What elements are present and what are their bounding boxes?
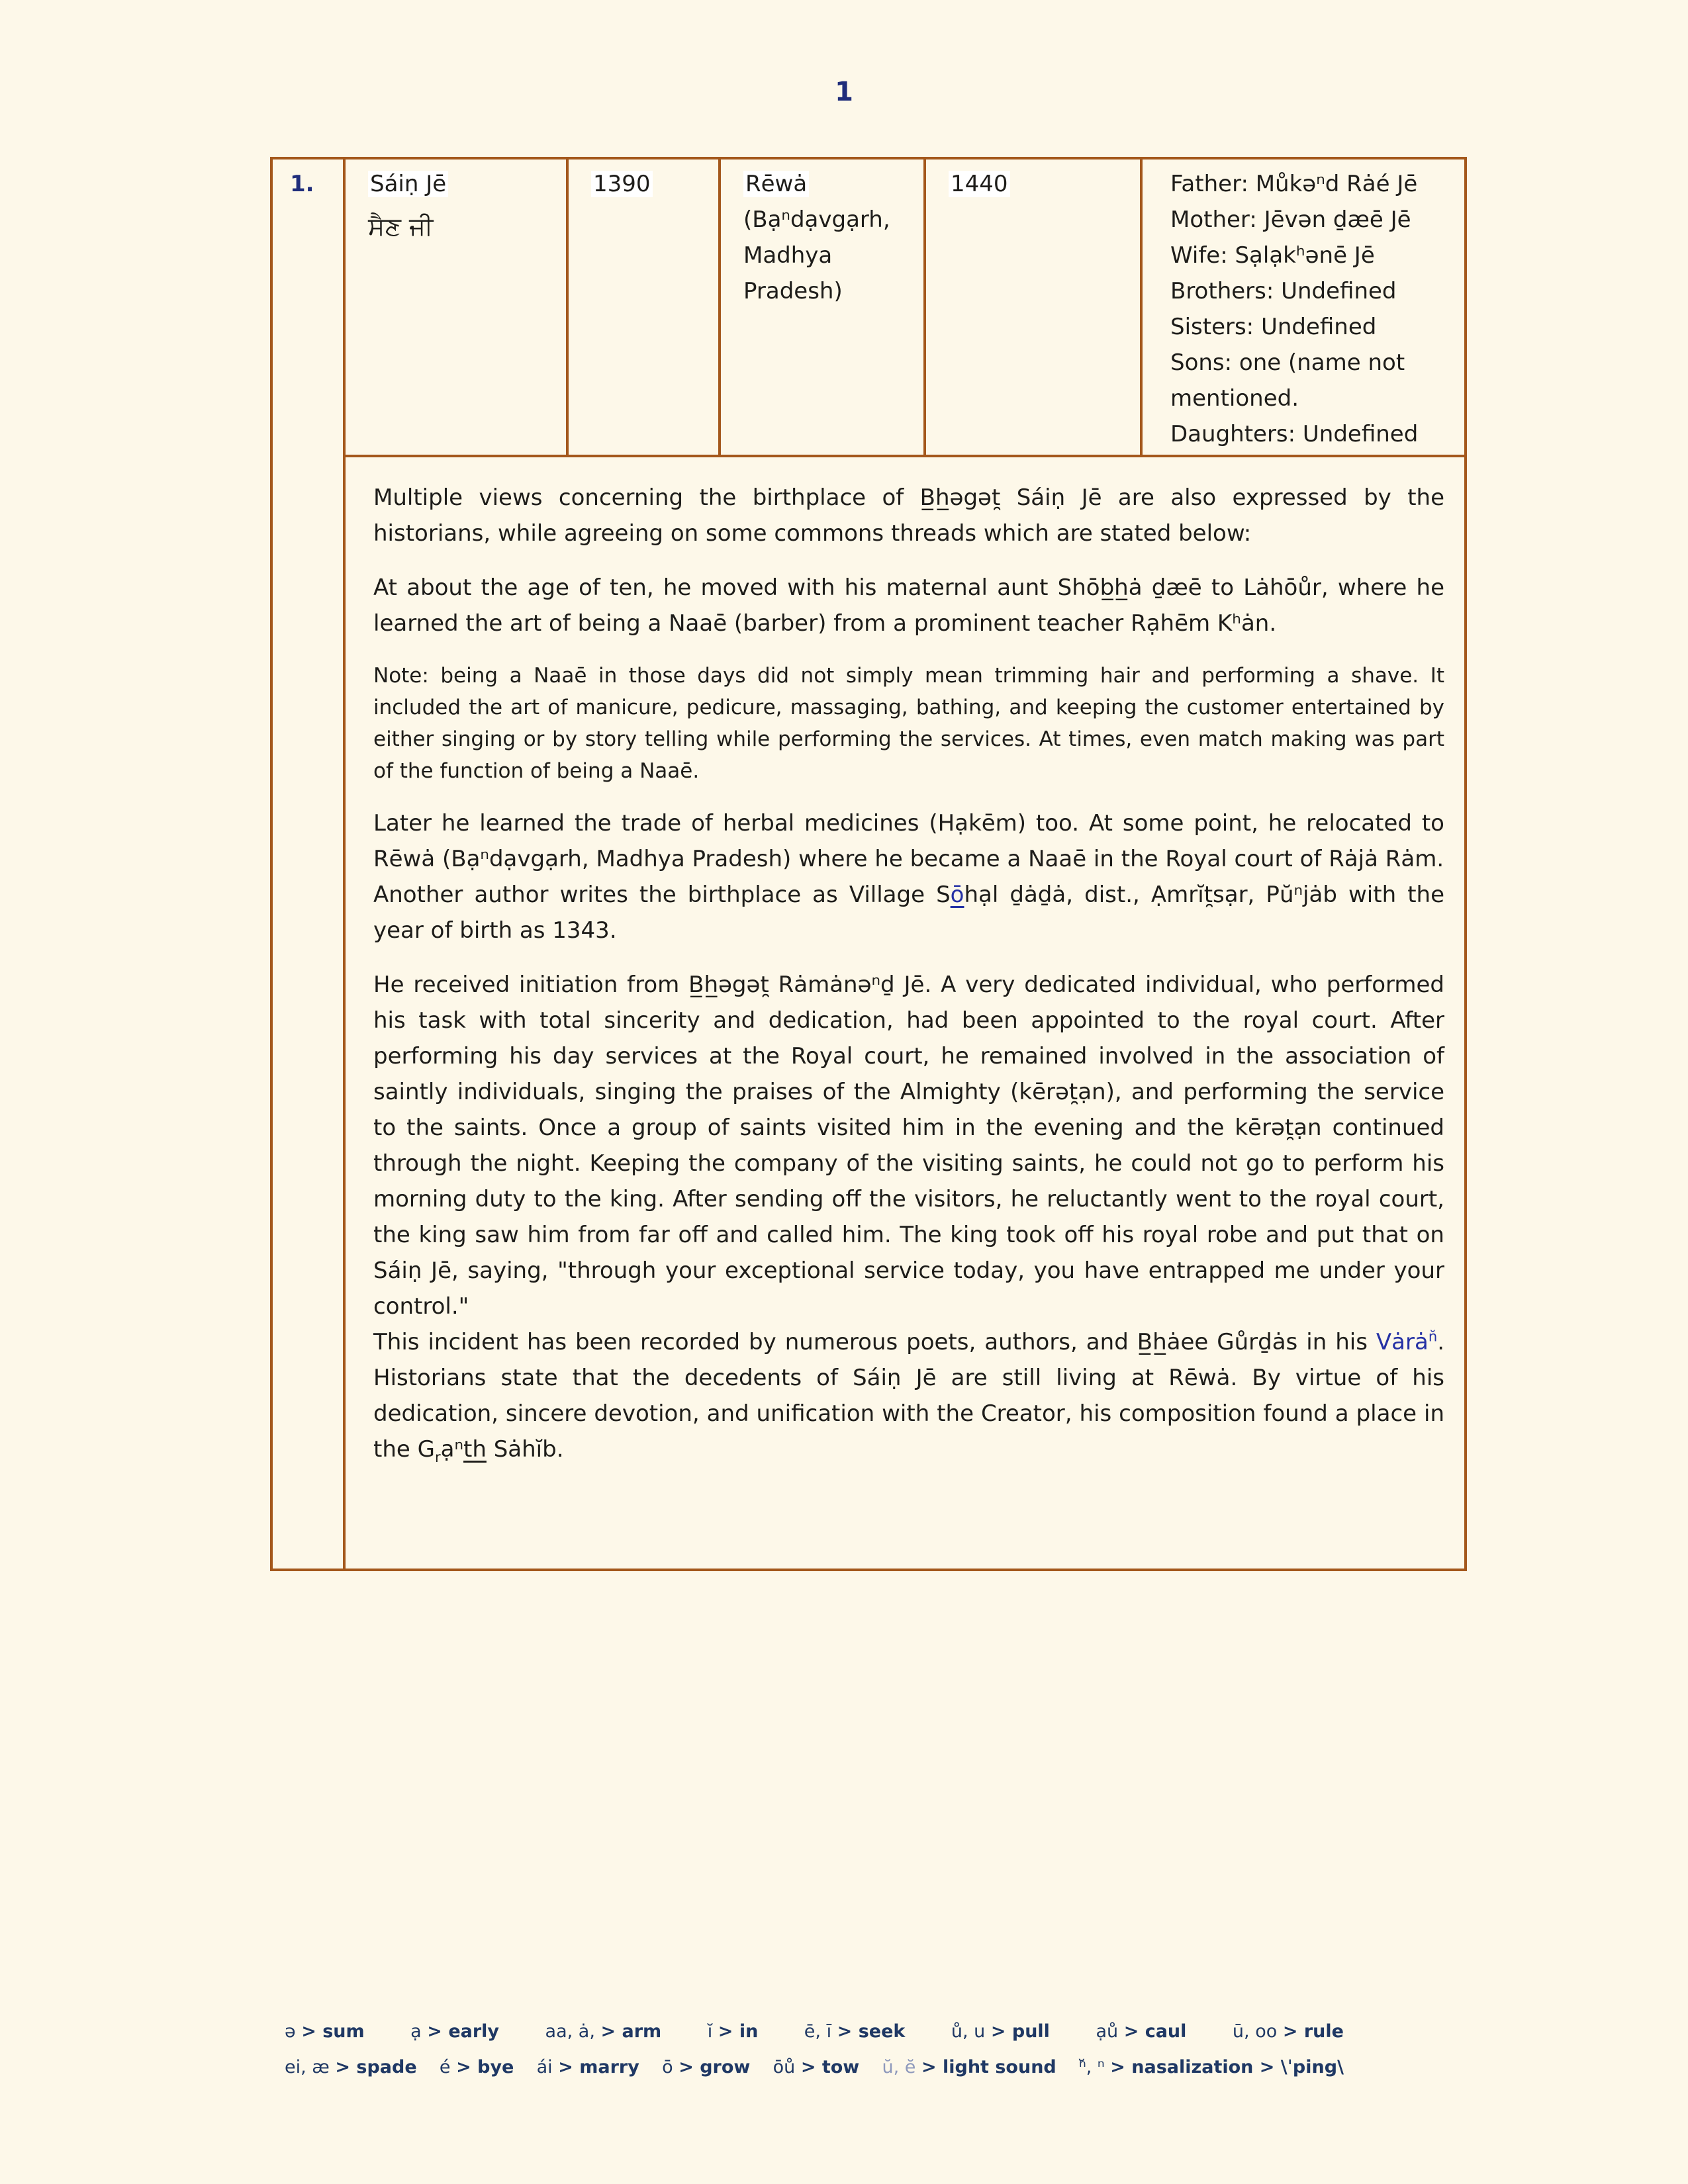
pronunciation-key-item <box>773 2054 860 2081</box>
phonetic-example: > sum <box>301 2021 365 2042</box>
death-year: 1440 <box>949 171 1010 197</box>
pronunciation-key-row-2 <box>265 2054 1364 2081</box>
paragraph-herbal-medicine <box>373 805 1444 948</box>
phonetic-symbol: ⁿ̆, ⁿ <box>1078 2057 1111 2077</box>
family-detail-line: Father: Můkəⁿd Rȧé Jē <box>1170 171 1418 197</box>
phonetic-example: > arm <box>600 2021 662 2042</box>
text-segment: ạⁿ <box>440 1436 464 1463</box>
pronunciation-key-item <box>285 2019 365 2045</box>
pronunciation-key-item <box>662 2054 750 2081</box>
birth-year-cell <box>567 158 720 456</box>
phonetic-symbol: ə <box>285 2021 302 2042</box>
phonetic-example: > seek <box>837 2021 906 2042</box>
name-latin: Sáiṇ Jē <box>368 171 448 197</box>
pronunciation-key-item <box>285 2054 417 2081</box>
birth-year: 1390 <box>591 171 653 197</box>
phonetic-symbol: ē, ī <box>804 2021 837 2042</box>
varan-superscript: n̆ <box>1428 1328 1438 1345</box>
phonetic-symbol: ái <box>536 2057 559 2077</box>
phonetic-example: > bye <box>456 2057 514 2077</box>
varan-reference: Vȧrȧ <box>1376 1329 1429 1355</box>
phonetic-symbol: ū, oo <box>1232 2021 1283 2042</box>
paragraph-age-of-ten <box>373 570 1444 641</box>
birthplace-cell <box>720 158 925 456</box>
phonetic-example: > grow <box>679 2057 751 2077</box>
text-segment: This incident has been recorded by numerous poets, authors, and B̲h̲ȧee Gůrḏȧs in his <box>373 1329 1376 1355</box>
pronunciation-key-item <box>545 2019 662 2045</box>
row-index-cell <box>271 158 344 1570</box>
pronunciation-key-item <box>1233 2019 1344 2045</box>
phonetic-example: > rule <box>1282 2021 1344 2042</box>
phonetic-example: > tow <box>800 2057 860 2077</box>
phonetic-example: > spade <box>335 2057 417 2077</box>
text-segment: hạl ḏȧḏȧ, dist., Ạmrĭt̯sạr, Pŭⁿjȧb with the year of birth as 1343. <box>373 882 1444 944</box>
pronunciation-key-item <box>804 2019 906 2045</box>
phonetic-symbol: ĭ <box>707 2021 718 2042</box>
phonetic-example: > early <box>427 2021 500 2042</box>
name-cell <box>344 158 567 456</box>
phonetic-symbol: aa, ȧ, <box>545 2021 601 2042</box>
text-segment: Multiple views concerning the birthplace of B̲h̲əgət̯ Sáiṇ Jē are also expressed by the historians, while agreeing on some commons threads which are stated below: <box>373 484 1444 547</box>
pronunciation-key-row-1 <box>265 2019 1364 2045</box>
page-number: 1 <box>835 77 853 107</box>
paragraph-birthplace-views <box>373 480 1444 551</box>
text-segment: Note: being a Naaē in those days did not simply mean trimming hair and performing a shave. It included the art of manicure, pedicure, massaging, bathing, and keeping the customer entertained by either singing or by story telling while performing the services. At times, even match making was part of the function of being a Naaē. <box>373 664 1444 783</box>
phonetic-example: > pull <box>990 2021 1050 2042</box>
phonetic-symbol: ạ <box>410 2021 428 2042</box>
phonetic-symbol: ů, u <box>951 2021 991 2042</box>
phonetic-symbol: ạů <box>1096 2021 1124 2042</box>
death-year-cell <box>925 158 1141 456</box>
family-detail-line: Sisters: Undefined <box>1170 314 1377 340</box>
pronunciation-key-item <box>1096 2019 1186 2045</box>
family-detail-line: Brothers: Undefined <box>1170 278 1397 304</box>
pronunciation-key-item <box>440 2054 514 2081</box>
family-details-cell <box>1141 158 1466 456</box>
phonetic-example: > in <box>718 2021 759 2042</box>
pronunciation-key-item <box>1079 2054 1344 2081</box>
text-segment: Sȧhĭb. <box>486 1436 564 1463</box>
phonetic-example: > caul <box>1123 2021 1187 2042</box>
pronunciation-key-item <box>882 2054 1056 2081</box>
pronunciation-key-item <box>951 2019 1050 2045</box>
family-detail-line: Mother: Jēvən ḏæē Jē <box>1170 206 1411 233</box>
phonetic-example: > marry <box>558 2057 639 2077</box>
family-detail-line: Daughters: Undefined <box>1170 421 1419 447</box>
text-segment: He received initiation from B̲h̲əgət̯ Rȧmȧnəⁿḏ Jē. A very dedicated individual, who performed his task with total sincerity and dedication, had been appointed to the royal court. After performing his day services at the Royal court, he remained involved in the association of saintly individuals, singing the praises of the Almighty (kērət̯ạn), and performing the service to the saints. Once a group of saints visited him in the evening and the kērət̯ạn continued through the night. Keeping the company of the visiting saints, he could not go to perform his morning duty to the king. After sending off the visitors, he reluctantly went to the royal court, the king saw him from far off and called him. The king took off his royal robe and put that on Sáiṇ Jē, saying, "through your exceptional service today, you have entrapped me under your control." <box>373 972 1444 1320</box>
text-segment: Later he learned the trade of herbal medicines (Hạkēm) too. At some point, he relocated to Rēwȧ (Bạⁿdạvgạrh, Madhya Pradesh) where he became a Naaē in the Royal court of Rȧjȧ Rȧm. <box>373 810 1444 872</box>
pronunciation-key-item <box>537 2054 639 2081</box>
pronunciation-key <box>265 2019 1364 2090</box>
granth-subscript: r <box>434 1448 441 1465</box>
phonetic-symbol: ei, æ <box>285 2057 336 2077</box>
name-latin-line <box>368 166 555 202</box>
text-segment: At about the age of ten, he moved with his maternal aunt Shōb̲h̲ȧ ḏæē to Lȧhōůr, where he learned the art of being a Naaē (barber) from a prominent teacher Rạhēm Kʰȧn. <box>373 574 1444 637</box>
phonetic-example: > nasalization > \ˈping\ <box>1110 2057 1344 2077</box>
paragraph-initiation-story <box>373 967 1444 1467</box>
granth-underlined: th <box>463 1436 487 1463</box>
phonetic-symbol: ōů <box>773 2057 801 2077</box>
birthplace-region: (Bạⁿdạvgạrh, Madhya Pradesh) <box>743 206 890 304</box>
pronunciation-key-item <box>410 2019 499 2045</box>
paragraph-note-naae <box>373 660 1444 787</box>
text-segment: Another author writes the birthplace as Village S <box>373 882 951 908</box>
table-body-row <box>271 456 1466 1570</box>
family-detail-line: Wife: Sạlạkʰənē Jē <box>1170 242 1375 269</box>
family-detail-line: Sons: one (name not mentioned. <box>1170 349 1405 412</box>
phonetic-symbol: ō <box>662 2057 679 2077</box>
phonetic-symbol: é <box>439 2057 457 2077</box>
name-gurmukhi: ਸੈਣ ਜੀ <box>368 212 434 241</box>
text-segment: . Historians state that the decedents of Sáiṇ Jē are still living at Rēwȧ. By virtue of his dedication, sincere devotion, and unification with the Creator, his composition found a place in the G <box>373 1329 1444 1463</box>
phonetic-example: > light sound <box>921 2057 1056 2077</box>
birthplace-city: Rēwȧ <box>743 171 809 197</box>
bhagat-info-table <box>270 157 1467 1571</box>
pronunciation-key-item <box>708 2019 759 2045</box>
highlighted-letter: ō <box>950 882 964 908</box>
row-index: 1. <box>290 171 314 197</box>
biography-cell <box>344 456 1466 1570</box>
phonetic-symbol: ŭ, ĕ <box>882 2057 921 2077</box>
table-row <box>271 158 1466 456</box>
